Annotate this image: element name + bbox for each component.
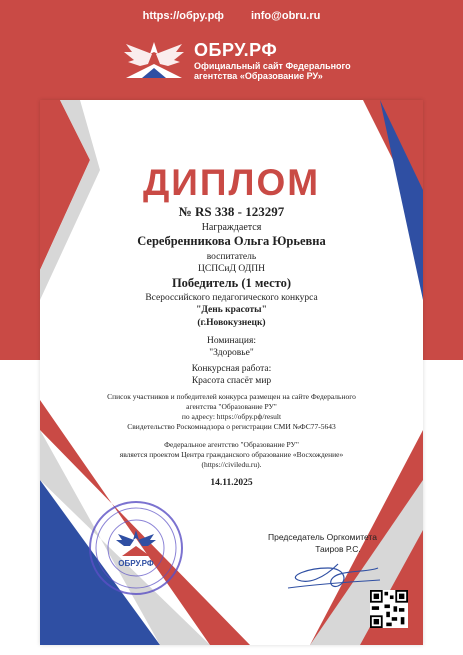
agency-line1: Федеральное агентство "Образование РУ" <box>164 440 299 449</box>
list-note-line3[interactable]: по адресу: https://обру.рф/result <box>181 412 282 421</box>
contest-name: "День красоты" <box>196 305 267 315</box>
email-link[interactable]: info@obru.ru <box>250 10 321 22</box>
signature-role: Председатель Оргкомитета <box>268 532 377 542</box>
awarded-label: Награждается <box>201 222 262 233</box>
work-label: Конкурсная работа: <box>191 364 272 374</box>
diploma-number: № RS 338 - 123297 <box>178 204 285 219</box>
diploma-title: ДИПЛОМ <box>142 162 321 203</box>
diploma-paper <box>40 100 423 645</box>
brand <box>122 38 364 82</box>
nomination-value: "Здоровье" <box>209 348 254 358</box>
seal-center-text: ОБРУ.РФ <box>118 559 154 568</box>
brand-subtitle: Официальный сайт Федерального агентства «Образование РУ» <box>194 60 351 81</box>
handwritten-signature-icon <box>268 554 388 594</box>
license-note: Свидетельство Роскомнадзора о регистрации СМИ №ФС77-5643 <box>127 422 336 431</box>
work-title: Красота спасёт мир <box>191 376 272 386</box>
list-note-line1: Список участников и победителей конкурса размещен на сайте Федерального <box>107 392 356 401</box>
qr-code-icon[interactable] <box>370 590 408 628</box>
city: (г.Новокузнецк) <box>197 318 266 328</box>
list-note-line2: агентства "Образование РУ" <box>186 402 277 411</box>
recipient-position: воспитатель <box>206 252 257 262</box>
eagle-logo-icon <box>122 38 186 82</box>
recipient-name: Серебренникова Ольга Юрьевна <box>137 234 326 248</box>
diploma-date: 14.11.2025 <box>210 478 253 488</box>
seal-stamp-icon <box>88 500 184 596</box>
contest-type: Всероссийского педагогического конкурса <box>145 293 318 303</box>
award-place: Победитель (1 место) <box>171 276 292 290</box>
agency-line2: является проектом Центра гражданского образование «Восхождение» <box>119 450 344 459</box>
recipient-organization: ЦСПСиД ОДПН <box>198 264 265 274</box>
signature-block <box>268 532 408 596</box>
signature-name: Таиров Р.С. <box>315 544 361 554</box>
site-link[interactable]: https://обру.рф <box>142 10 224 22</box>
agency-line3[interactable]: (https://civiledu.ru). <box>201 460 262 469</box>
brand-name: ОБРУ.РФ <box>194 39 278 60</box>
nomination-label: Номинация: <box>206 336 256 346</box>
header-links <box>0 10 463 22</box>
